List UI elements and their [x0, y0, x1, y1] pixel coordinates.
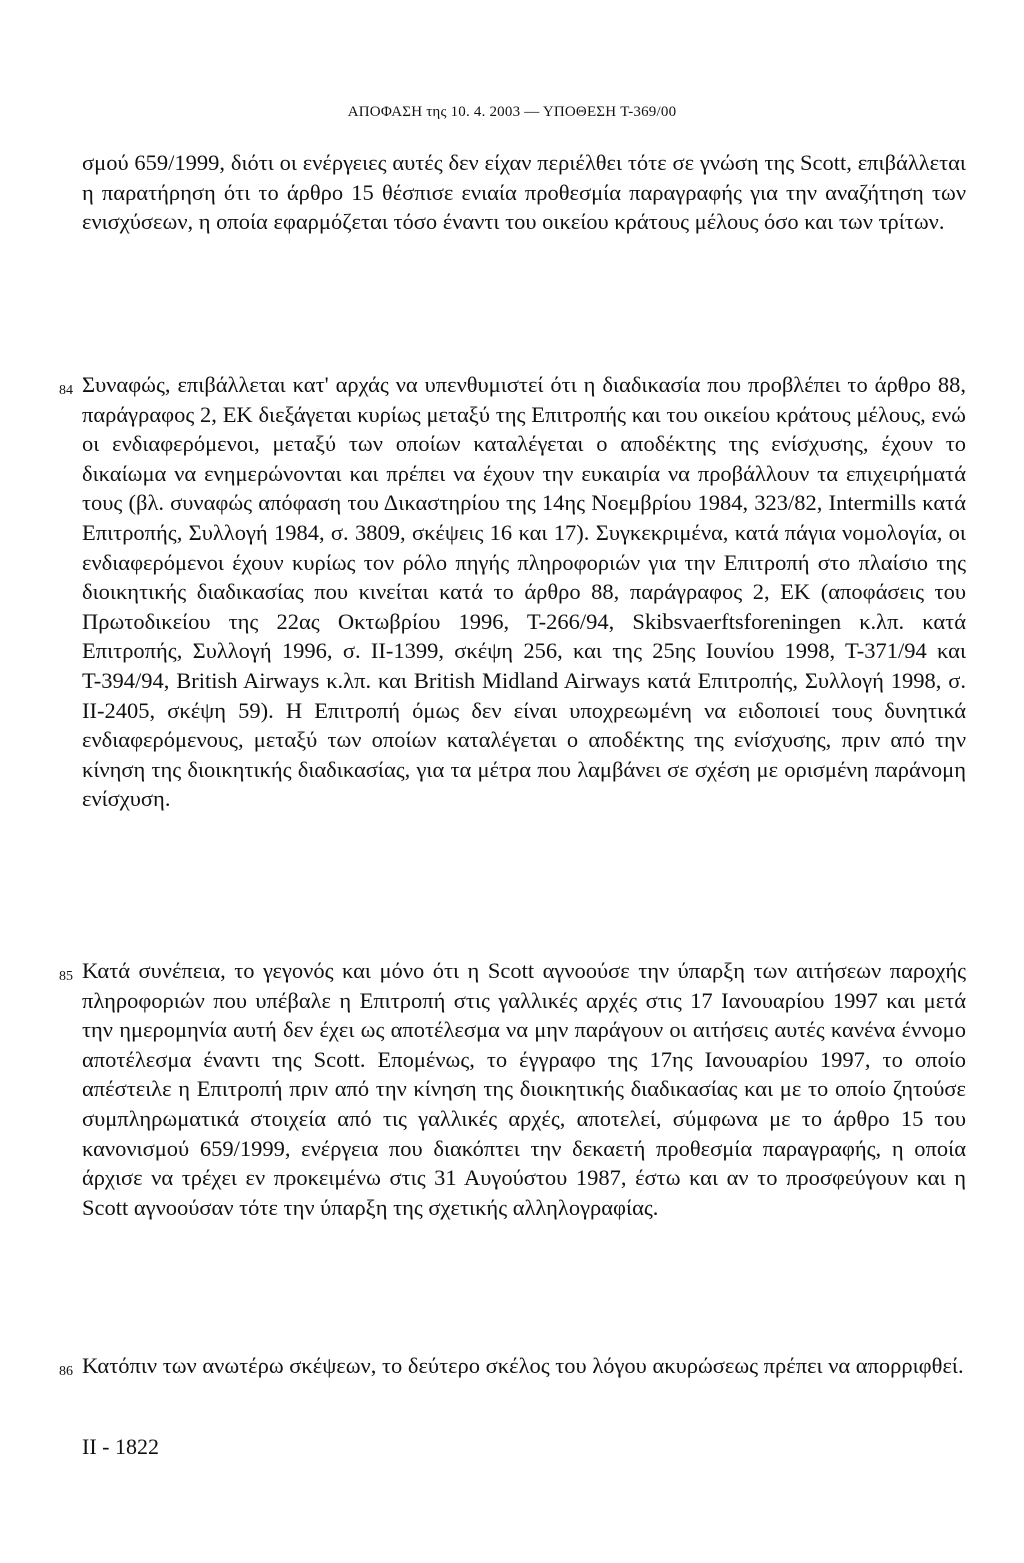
page-header: ΑΠΟΦΑΣΗ της 10. 4. 2003 — ΥΠΟΘΕΣΗ T-369/00 [347, 104, 677, 120]
page-number: II - 1822 [82, 1434, 159, 1459]
paragraph-86: Κατόπιν των ανωτέρω σκέψεων, το δεύτερο σκέλος του λόγου ακυρώσεως πρέπει να απορριφθεί. [82, 1353, 964, 1378]
paragraph-number-86: 86 [59, 1364, 73, 1379]
paragraph-84: Συναφώς, επιβάλλεται κατ' αρχάς να υπενθυμιστεί ότι η διαδικασία που προβλέπει το άρθρο 88, παράγραφος 2, ΕΚ διεξάγεται κυρίως μεταξύ της Επιτροπής και του οικείου κράτους μέλους, ενώ οι ενδιαφερόμενοι, μεταξύ των οποίων καταλέγεται ο αποδέκτης της ενίσχυσης, έχουν το δικαίωμα να ενημερώνονται και πρέπει να έχουν την ευκαιρία να προβάλλουν τα επιχειρήματά τους (βλ. συναφώς απόφαση του Δικαστηρίου της 14ης Νοεμβρίου 1984, 323/82, Intermills κατά Επιτροπής, Συλλογή 1984, σ. 3809, σκέψεις 16 και 17). Συγκεκριμένα, κατά πάγια νομολογία, οι ενδιαφερόμενοι έχουν κυρίως τον ρόλο πηγής πληροφοριών για την Επιτροπή στο πλαίσιο της διοικητικής διαδικασίας που κινείται κατά το άρθρο 88, παράγραφος 2, ΕΚ (αποφάσεις του Πρωτοδικείου της 22ας Οκτωβρίου 1996, Τ-266/94, Skibsvaerftsforeningen κ.λπ. κατά Επιτροπής, Συλλογή 1996, σ. II-1399, σκέψη 256, και της 25ης Ιουνίου 1998, Τ-371/94 και Τ-394/94, British Airways κ.λπ. και British Midland Airways κατά Επιτροπής, Συλλογή 1998, σ. II-2405, σκέψη 59). Η Επιτροπή όμως δεν είναι υποχρεωμένη να ειδοποιεί τους δυνητικά ενδιαφερόμενους, μεταξύ των οποίων καταλέγεται ο αποδέκτης της ενίσχυσης, πριν από την κίνηση της διοικητικής διαδικασίας, για τα μέτρα που λαμβάνει σε σχέση με ορισμένη παράνομη ενίσχυση. [82, 372, 966, 812]
paragraph-number-85: 85 [59, 969, 73, 984]
paragraph-number-84: 84 [59, 383, 73, 398]
continuation-paragraph: σμού 659/1999, διότι οι ενέργειες αυτές δεν είχαν περιέλθει τότε σε γνώση της Scott, επιβάλλεται η παρατήρηση ότι το άρθρο 15 θέσπισε ενιαία προθεσμία παραγραφής για την αναζήτηση των ενισχύσεων, η οποία εφαρμόζεται τόσο έναντι του οικείου κράτους μέλους όσο και των τρίτων. [82, 150, 966, 235]
paragraph-85: Κατά συνέπεια, το γεγονός και μόνο ότι η Scott αγνοούσε την ύπαρξη των αιτήσεων παροχής πληροφοριών που υπέβαλε η Επιτροπή στις γαλλικές αρχές στις 17 Ιανουαρίου 1997 και μετά την ημερομηνία αυτή δεν έχει ως αποτέλεσμα να μην παράγουν οι αιτήσεις αυτές κανένα έννομο αποτέλεσμα έναντι της Scott. Επομένως, το έγγραφο της 17ης Ιανουαρίου 1997, το οποίο απέστειλε η Επιτροπή πριν από την κίνηση της διοικητικής διαδικασίας και με το οποίο ζητούσε συμπληρωματικά στοιχεία από τις γαλλικές αρχές, αποτελεί, σύμφωνα με το άρθρο 15 του κανονισμού 659/1999, ενέργεια που διακόπτει την δεκαετή προθεσμία παραγραφής, η οποία άρχισε να τρέχει εν προκειμένω στις 31 Αυγούστου 1987, έστω και αν το προσφεύγουν και η Scott αγνοούσαν τότε την ύπαρξη της σχετικής αλληλογραφίας. [82, 958, 966, 1220]
